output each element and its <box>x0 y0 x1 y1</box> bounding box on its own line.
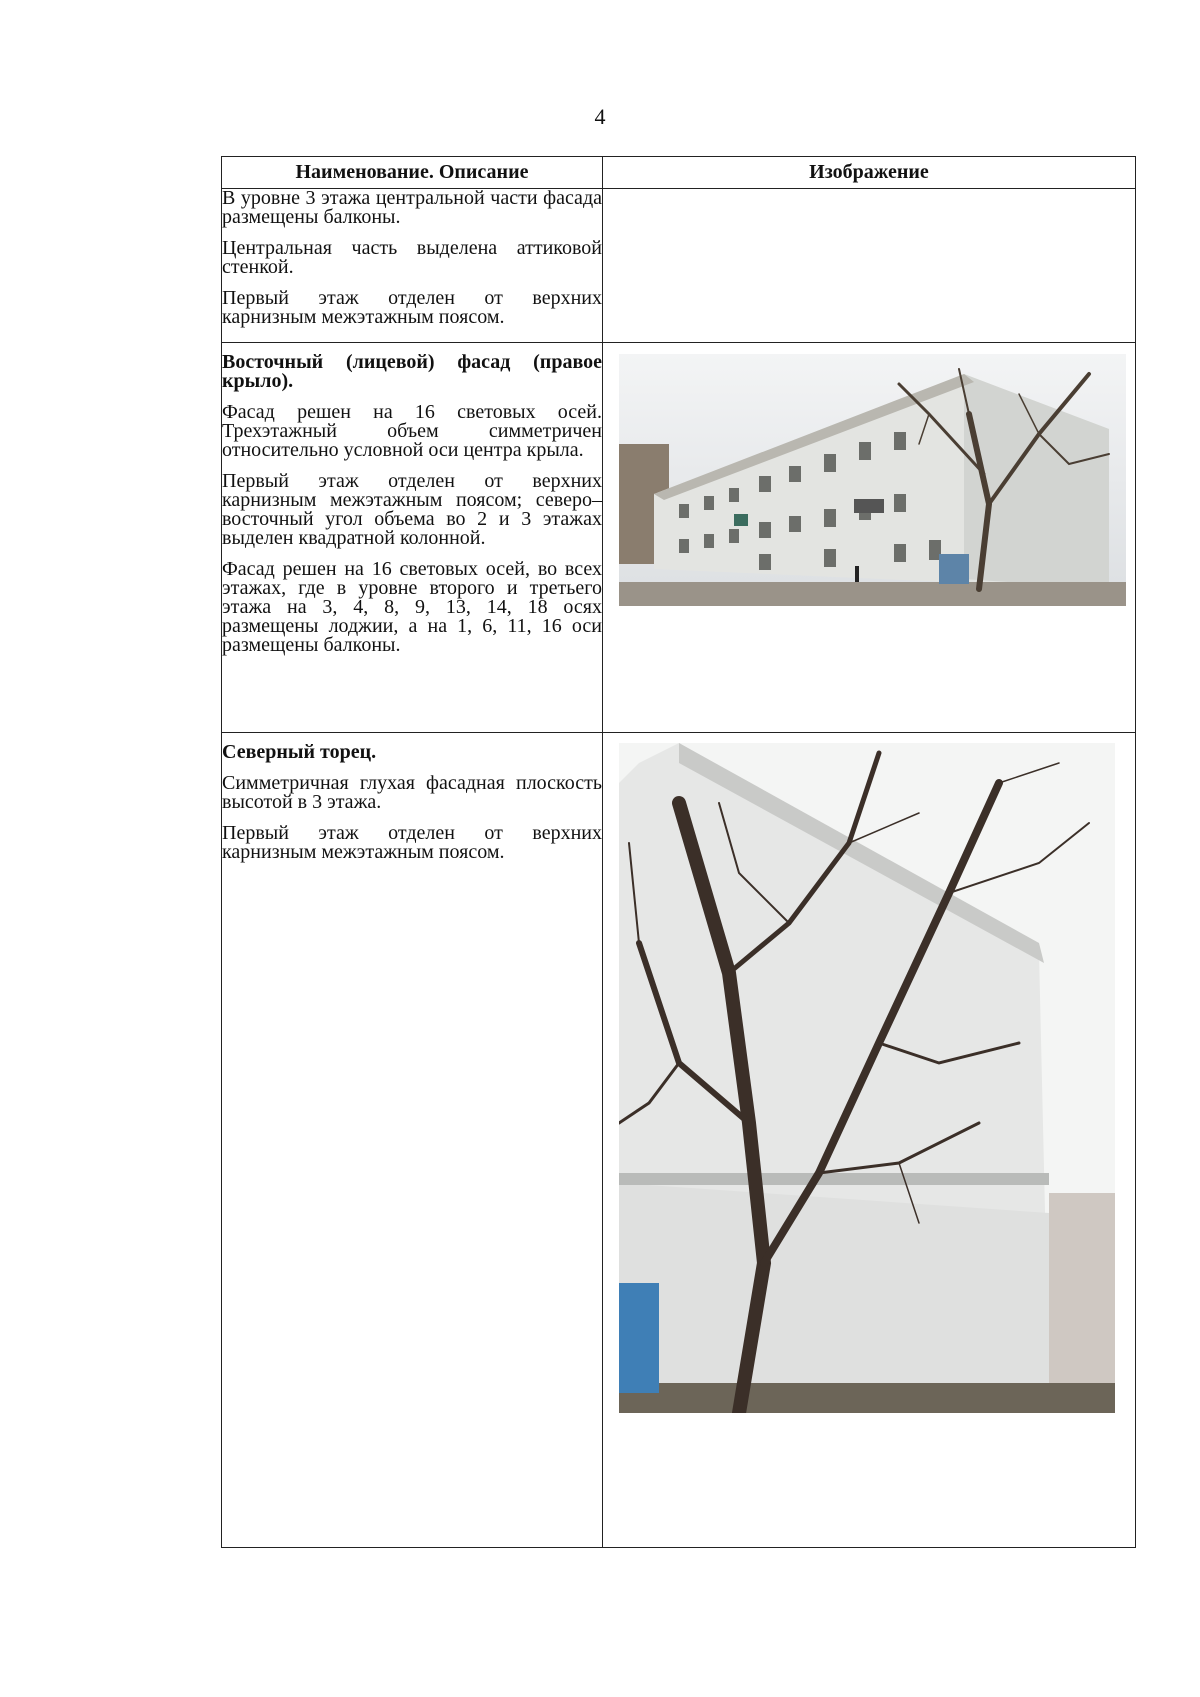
description-paragraph: Первый этаж отделен от верхних карнизным межэтажным поясом. <box>222 822 602 863</box>
description-cell <box>222 733 603 1548</box>
description-paragraph: В уровне 3 этажа центральной части фасада размещены балконы. <box>222 187 602 228</box>
description-cell <box>222 189 603 343</box>
section-heading: Восточный (лицевой) фасад (правое крыло). <box>222 351 602 392</box>
header-image: Изображение <box>603 157 1136 189</box>
description-table <box>221 156 1136 1548</box>
description-paragraph: Центральная часть выделена аттиковой стенкой. <box>222 237 602 278</box>
description-paragraph: Первый этаж отделен от верхних карнизным межэтажным поясом; северо–восточный угол объема во 2 и 3 этажах выделен квадратной колонной. <box>222 470 602 549</box>
description-paragraph: Первый этаж отделен от верхних карнизным межэтажным поясом. <box>222 287 602 328</box>
section-heading: Северный торец. <box>222 741 377 763</box>
description-paragraph: Симметричная глухая фасадная плоскость высотой в 3 этажа. <box>222 772 602 813</box>
east-facade-photo <box>619 354 1126 606</box>
table-row <box>222 343 1136 733</box>
image-cell <box>603 343 1136 733</box>
table-header-row <box>222 157 1136 189</box>
header-description: Наименование. Описание <box>222 157 603 189</box>
image-cell <box>603 189 1136 343</box>
table-row <box>222 189 1136 343</box>
north-end-photo <box>619 743 1115 1413</box>
description-paragraph: Фасад решен на 16 световых осей. Трехэтажный объем симметричен относительно условной оси центра крыла. <box>222 401 602 461</box>
description-cell <box>222 343 603 733</box>
image-cell <box>603 733 1136 1548</box>
description-paragraph: Фасад решен на 16 световых осей, во всех этажах, где в уровне второго и третьего этажа на 3, 4, 8, 9, 13, 14, 18 осях размещены лоджии, а на 1, 6, 11, 16 оси размещены балконы. <box>222 558 602 656</box>
table-row <box>222 733 1136 1548</box>
page-number: 4 <box>594 104 606 129</box>
